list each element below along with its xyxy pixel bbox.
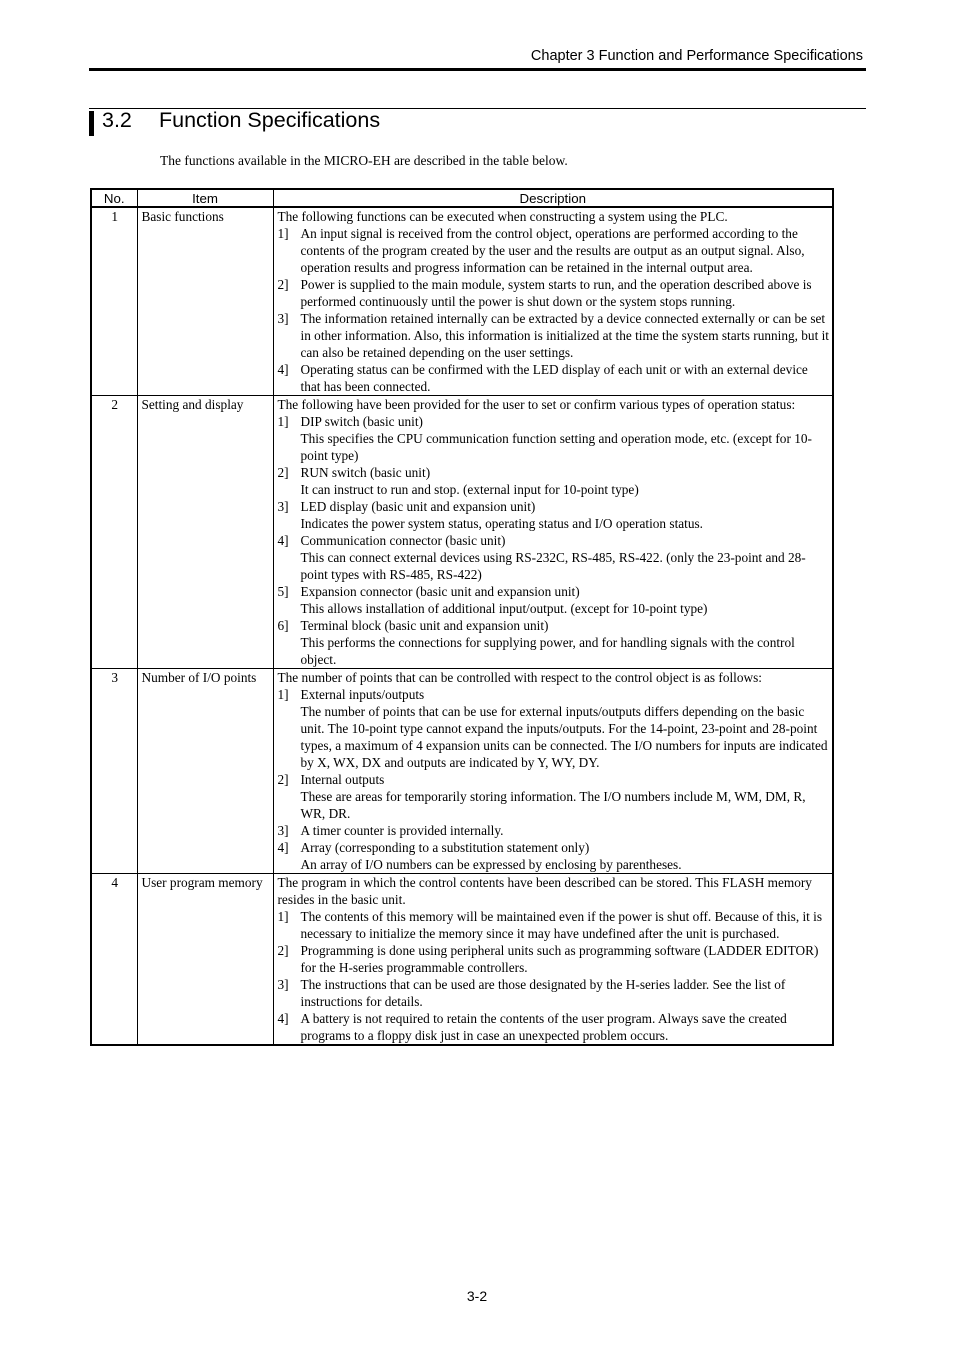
bullet-text: Indicates the power system status, operating status and I/O operation status. xyxy=(300,516,704,531)
bullet-text: LED display (basic unit and expansion unit) xyxy=(300,499,536,514)
row-number: 3 xyxy=(91,669,137,874)
bullet-text: This specifies the CPU communication function setting and operation mode, etc. (except for 10-point type) xyxy=(300,431,812,463)
bullet-marker: 4] xyxy=(277,1011,289,1026)
bullet-text: An array of I/O numbers can be expressed by enclosing by parentheses. xyxy=(300,857,682,872)
bullet-text: RUN switch (basic unit) xyxy=(300,465,431,480)
bullet-marker: 2] xyxy=(277,943,289,958)
bullet-marker: 3] xyxy=(277,311,289,326)
bullet-text: The contents of this memory will be maintained even if the power is shut off. Because of this, it is necessary to initialize the memory since it may have undefined after the unit is purchased. xyxy=(300,909,823,941)
bullet-text: These are areas for temporarily storing information. The I/O numbers include M, WM, DM, R, WR, DR. xyxy=(300,789,806,821)
row-description xyxy=(273,669,833,874)
bullet-text: Array (corresponding to a substitution statement only) xyxy=(300,840,590,855)
description-bullet xyxy=(278,310,830,361)
bullet-marker: 6] xyxy=(277,618,289,633)
bullet-text: It can instruct to run and stop. (external input for 10-point type) xyxy=(300,482,639,497)
bullet-text: Internal outputs xyxy=(300,772,385,787)
bullet-text: A timer counter is provided internally. xyxy=(300,823,504,838)
bullet-text: The instructions that can be used are those designated by the H-series ladder. See the list of instructions for details. xyxy=(300,977,786,1009)
function-spec-table xyxy=(90,188,834,1046)
bullet-marker: 1] xyxy=(277,414,289,429)
row-description xyxy=(273,874,833,1046)
description-intro: The program in which the control contents have been described can be stored. This FLASH memory resides in the basic unit. xyxy=(277,875,812,907)
table-header-row xyxy=(91,189,833,207)
bullet-text: Expansion connector (basic unit and expansion unit) xyxy=(300,584,580,599)
row-number: 1 xyxy=(91,207,137,396)
description-bullet xyxy=(278,464,830,498)
table-row xyxy=(91,396,833,669)
bullet-marker: 3] xyxy=(277,977,289,992)
bullet-text: Operating status can be confirmed with the LED display of each unit or with an external device that has been connected. xyxy=(300,362,808,394)
bullet-text: An input signal is received from the control object, operations are performed according to the contents of the program created by the user and the results are output as an output signal. Also, operation results and progress information can be retained in the internal output area. xyxy=(300,226,805,275)
table-row xyxy=(91,669,833,874)
row-number: 2 xyxy=(91,396,137,669)
description-bullet xyxy=(278,686,830,771)
bullet-text: Programming is done using peripheral units such as programming software (LADDER EDITOR) for the H-series programmable controllers. xyxy=(300,943,819,975)
description-bullet xyxy=(278,413,830,464)
bullet-marker: 3] xyxy=(277,499,289,514)
description-bullet xyxy=(278,225,830,276)
header-no: No. xyxy=(91,189,137,207)
bullet-marker: 2] xyxy=(277,465,289,480)
bullet-marker: 2] xyxy=(277,772,289,787)
bullet-marker: 4] xyxy=(277,533,289,548)
bullet-marker: 5] xyxy=(277,584,289,599)
row-item: Basic functions xyxy=(137,207,273,396)
bullet-marker: 4] xyxy=(277,840,289,855)
bullet-text: This allows installation of additional input/output. (except for 10-point type) xyxy=(300,601,708,616)
description-bullet xyxy=(278,498,830,532)
bullet-text: Communication connector (basic unit) xyxy=(300,533,506,548)
header-item: Item xyxy=(137,189,273,207)
description-intro: The number of points that can be controlled with respect to the control object is as follows: xyxy=(277,670,762,685)
description-bullet xyxy=(278,839,830,873)
section-heading xyxy=(102,108,380,133)
row-item: Setting and display xyxy=(137,396,273,669)
bullet-text: This can connect external devices using RS-232C, RS-485, RS-422. (only the 23-point and 28-point types with RS-485, RS-422) xyxy=(300,550,806,582)
section-title: Function Specifications xyxy=(159,108,381,132)
table-row xyxy=(91,207,833,396)
description-bullet xyxy=(278,908,830,942)
description-bullet xyxy=(278,276,830,310)
table-body xyxy=(91,207,833,1045)
row-description xyxy=(273,207,833,396)
section-marker-bar xyxy=(89,111,94,136)
bullet-marker: 2] xyxy=(277,277,289,292)
description-bullet xyxy=(278,361,830,395)
description-bullet xyxy=(278,1010,830,1044)
section-number: 3.2 xyxy=(102,108,132,132)
page-number: 3-2 xyxy=(466,1288,488,1304)
header-description: Description xyxy=(273,189,833,207)
bullet-text: The information retained internally can be extracted by a device connected externally or can be set in other information. Also, this information is initialized at the time the system starts running, but it can also be retained depending on the user settings. xyxy=(300,311,829,360)
bullet-marker: 1] xyxy=(277,909,289,924)
table-row xyxy=(91,874,833,1046)
row-description xyxy=(273,396,833,669)
description-bullet xyxy=(278,942,830,976)
description-bullet xyxy=(278,532,830,583)
bullet-text: This performs the connections for supplying power, and for handling signals with the control object. xyxy=(300,635,795,667)
row-number: 4 xyxy=(91,874,137,1046)
bullet-marker: 4] xyxy=(277,362,289,377)
description-bullet xyxy=(278,583,830,617)
bullet-text: The number of points that can be use for external inputs/outputs differs depending on the basic unit. The 10-point type cannot expand the inputs/outputs. For the 14-point, 23-point and 28-point types, a maximum of 4 expansion units can be connected. The I/O numbers for inputs are indicated by X, WX, DX and outputs are indicated by Y, WY, DY. xyxy=(300,704,828,770)
row-item: Number of I/O points xyxy=(137,669,273,874)
header-rule xyxy=(89,68,866,71)
row-item: User program memory xyxy=(137,874,273,1046)
bullet-text: Terminal block (basic unit and expansion unit) xyxy=(300,618,549,633)
description-bullet xyxy=(278,822,830,839)
bullet-text: A battery is not required to retain the contents of the user program. Always save the created programs to a floppy disk just in case an unexpected problem occurs. xyxy=(300,1011,787,1043)
bullet-text: DIP switch (basic unit) xyxy=(300,414,423,429)
description-bullet xyxy=(278,771,830,822)
bullet-marker: 1] xyxy=(277,226,289,241)
bullet-marker: 1] xyxy=(277,687,289,702)
description-intro: The following have been provided for the user to set or confirm various types of operation status: xyxy=(277,397,796,412)
intro-paragraph: The functions available in the MICRO-EH are described in the table below. xyxy=(160,153,568,168)
chapter-header: Chapter 3 Function and Performance Specifications xyxy=(530,48,863,64)
description-bullet xyxy=(278,976,830,1010)
bullet-text: Power is supplied to the main module, system starts to run, and the operation described above is performed continuously until the power is shut down or the system stops running. xyxy=(300,277,812,309)
description-intro: The following functions can be executed when constructing a system using the PLC. xyxy=(277,209,728,224)
bullet-text: External inputs/outputs xyxy=(300,687,425,702)
description-bullet xyxy=(278,617,830,668)
bullet-marker: 3] xyxy=(277,823,289,838)
